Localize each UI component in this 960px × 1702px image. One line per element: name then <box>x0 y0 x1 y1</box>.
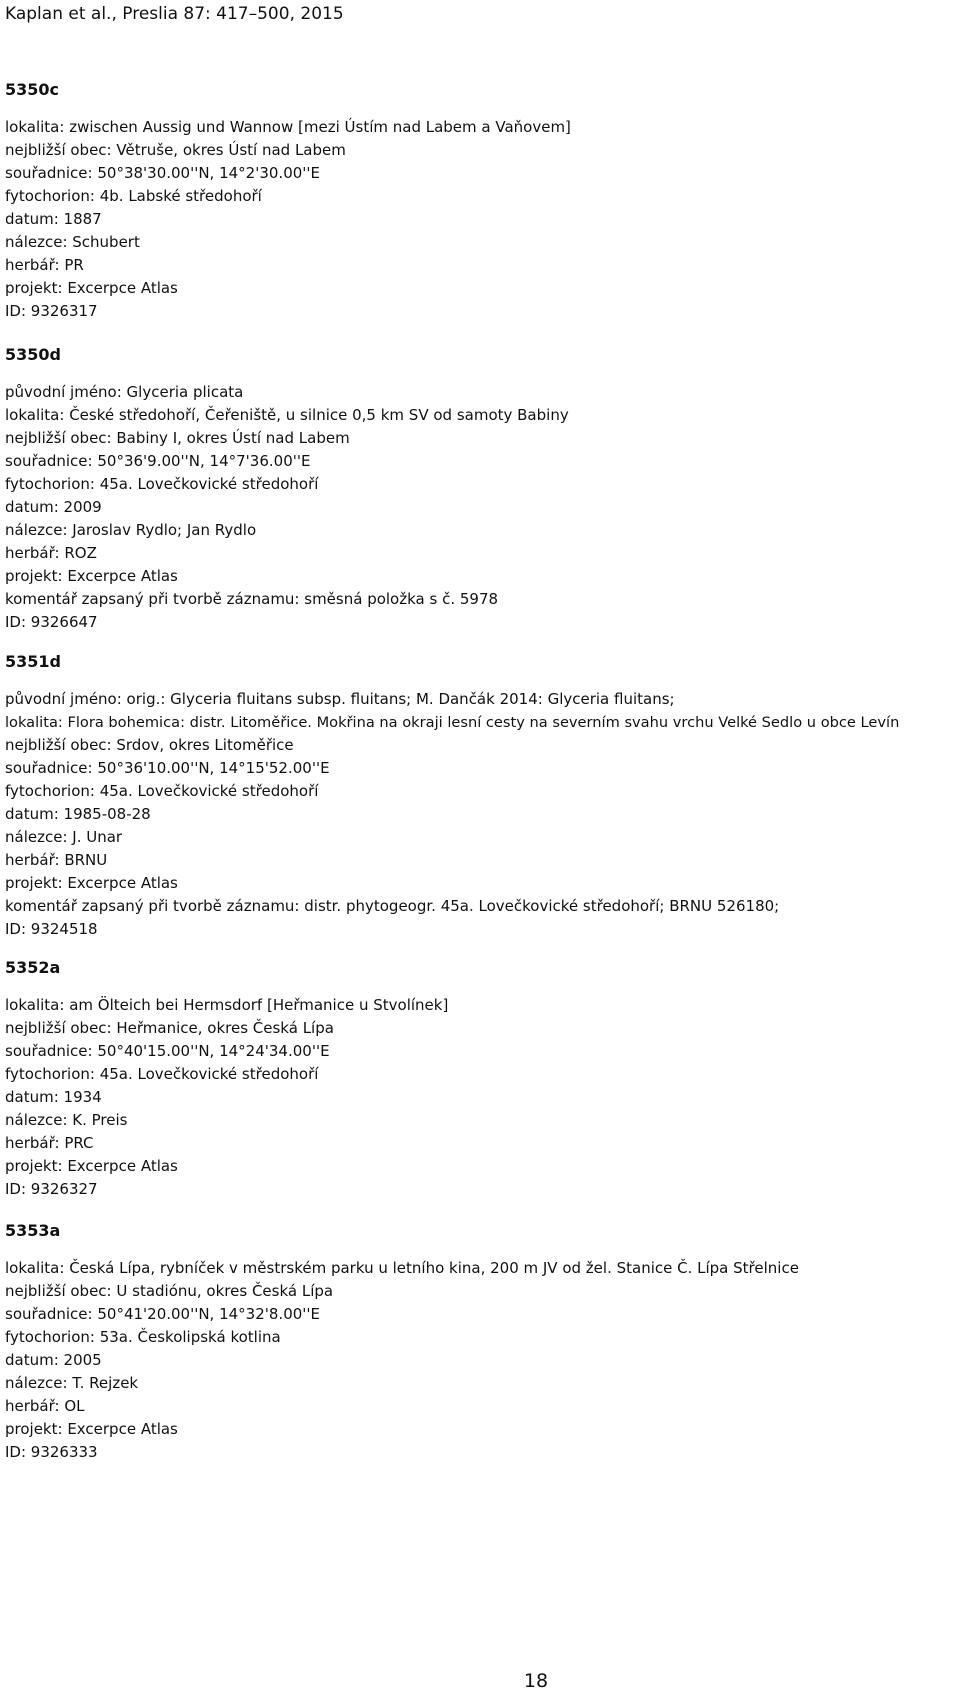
record-line: lokalita: zwischen Aussig und Wannow [mezi Ústím nad Labem a Vaňovem] <box>5 118 571 136</box>
page-number: 18 <box>523 1670 549 1692</box>
record-line: fytochorion: 45a. Lovečkovické středohoří <box>5 1065 319 1083</box>
record-line: herbář: PR <box>5 256 84 274</box>
record-line: souřadnice: 50°36'9.00''N, 14°7'36.00''E <box>5 452 311 470</box>
record-line: datum: 2005 <box>5 1351 102 1369</box>
record-5352a <box>5 958 955 1201</box>
record-line: projekt: Excerpce Atlas <box>5 874 178 892</box>
record-line: projekt: Excerpce Atlas <box>5 1420 178 1438</box>
record-id: 5352a <box>5 958 61 977</box>
record-line: lokalita: České středohoří, Čeřeniště, u silnice 0,5 km SV od samoty Babiny <box>5 406 569 424</box>
record-line: herbář: ROZ <box>5 544 97 562</box>
running-header: Kaplan et al., Preslia 87: 417–500, 2015 <box>5 4 344 24</box>
record-id: 5351d <box>5 652 61 671</box>
record-id: 5350d <box>5 345 61 364</box>
record-line: nejbližší obec: Srdov, okres Litoměřice <box>5 736 294 754</box>
record-line: projekt: Excerpce Atlas <box>5 1157 178 1175</box>
record-line: ID: 9326333 <box>5 1443 98 1461</box>
record-line: projekt: Excerpce Atlas <box>5 279 178 297</box>
record-line: datum: 1887 <box>5 210 102 228</box>
record-line: komentář zapsaný při tvorbě záznamu: distr. phytogeogr. 45a. Lovečkovické středohoří; BRNU 526180; <box>5 897 780 915</box>
record-line: fytochorion: 53a. Českolipská kotlina <box>5 1328 281 1346</box>
record-line: nálezce: J. Unar <box>5 828 123 846</box>
record-line: souřadnice: 50°41'20.00''N, 14°32'8.00''E <box>5 1305 321 1323</box>
record-line: nálezce: Jaroslav Rydlo; Jan Rydlo <box>5 521 257 539</box>
record-line: ID: 9326317 <box>5 302 98 320</box>
record-line: datum: 1934 <box>5 1088 102 1106</box>
record-line: herbář: BRNU <box>5 851 108 869</box>
record-line: datum: 1985-08-28 <box>5 805 151 823</box>
record-line: nálezce: K. Preis <box>5 1111 128 1129</box>
record-line: souřadnice: 50°40'15.00''N, 14°24'34.00''E <box>5 1042 330 1060</box>
record-line: datum: 2009 <box>5 498 102 516</box>
record-line: nejbližší obec: U stadiónu, okres Česká Lípa <box>5 1282 334 1300</box>
record-line: nejbližší obec: Babiny I, okres Ústí nad Labem <box>5 429 350 447</box>
record-5351d <box>5 652 955 941</box>
record-line: nálezce: T. Rejzek <box>5 1374 139 1392</box>
record-line: lokalita: Flora bohemica: distr. Litoměřice. Mokřina na okraji lesní cesty na severním svahu vrchu Velké Sedlo u obce Levín <box>5 714 900 731</box>
record-line: projekt: Excerpce Atlas <box>5 567 178 585</box>
record-line: ID: 9324518 <box>5 920 98 938</box>
record-id: 5353a <box>5 1221 61 1240</box>
record-line: lokalita: am Ölteich bei Hermsdorf [Heřmanice u Stvolínek] <box>5 996 449 1014</box>
record-5353a <box>5 1221 955 1464</box>
record-line: původní jméno: orig.: Glyceria fluitans subsp. fluitans; M. Dančák 2014: Glyceria fluitans; <box>5 690 675 708</box>
record-line: herbář: PRC <box>5 1134 94 1152</box>
record-5350c <box>5 80 955 323</box>
record-line: fytochorion: 4b. Labské středohoří <box>5 187 262 205</box>
record-line: souřadnice: 50°36'10.00''N, 14°15'52.00''E <box>5 759 330 777</box>
record-line: ID: 9326327 <box>5 1180 98 1198</box>
record-line: nejbližší obec: Heřmanice, okres Česká Lípa <box>5 1019 334 1037</box>
record-line: fytochorion: 45a. Lovečkovické středohoří <box>5 782 319 800</box>
record-id: 5350c <box>5 80 60 99</box>
record-line: fytochorion: 45a. Lovečkovické středohoří <box>5 475 319 493</box>
record-line: nálezce: Schubert <box>5 233 140 251</box>
record-line: nejbližší obec: Větruše, okres Ústí nad Labem <box>5 141 346 159</box>
record-line: ID: 9326647 <box>5 613 98 631</box>
record-line: původní jméno: Glyceria plicata <box>5 383 244 401</box>
record-line: herbář: OL <box>5 1397 85 1415</box>
record-5350d <box>5 345 955 634</box>
record-line: lokalita: Česká Lípa, rybníček v městrském parku u letního kina, 200 m JV od žel. Stanice Č. Lípa Střelnice <box>5 1259 799 1277</box>
record-line: komentář zapsaný při tvorbě záznamu: směsná položka s č. 5978 <box>5 590 499 608</box>
record-line: souřadnice: 50°38'30.00''N, 14°2'30.00''E <box>5 164 321 182</box>
